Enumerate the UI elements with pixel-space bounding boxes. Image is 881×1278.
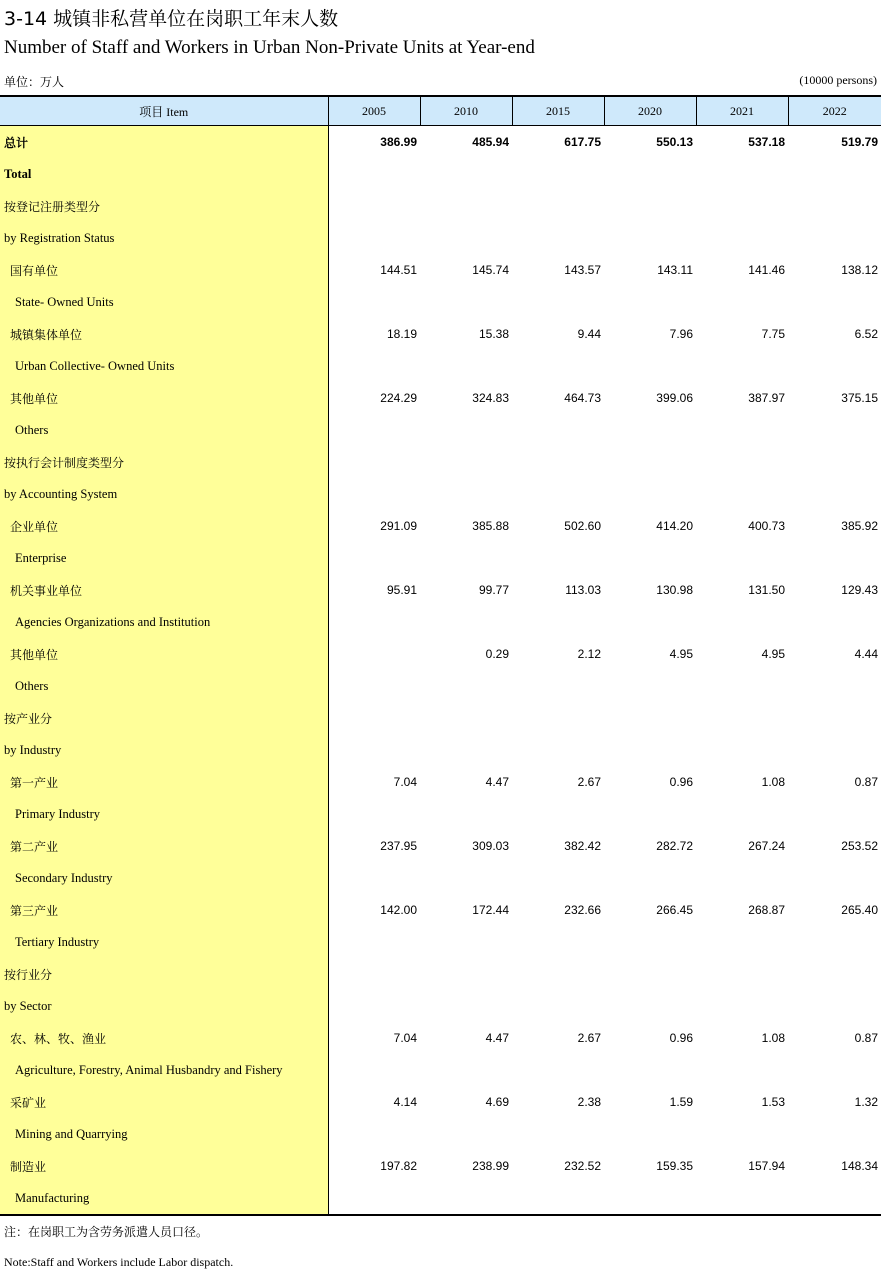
cell-value: 387.97 xyxy=(748,391,785,405)
cell-value: 1.08 xyxy=(761,1031,785,1045)
cell-value: 4.47 xyxy=(485,775,509,789)
cell-value: 7.04 xyxy=(393,1031,417,1045)
cell-value xyxy=(788,190,881,222)
cell-value xyxy=(420,734,512,766)
cell-value xyxy=(328,350,420,382)
cell-value xyxy=(420,862,512,894)
row-label: by Registration Status xyxy=(0,222,328,254)
cell-value: 4.14 xyxy=(393,1095,417,1109)
cell-value xyxy=(512,670,604,702)
cell-value: 375.15 xyxy=(841,391,878,405)
cell-value xyxy=(328,478,420,510)
row-label: 机关事业单位 xyxy=(0,574,328,606)
cell-value: 386.99 xyxy=(380,135,417,149)
cell-value: 144.51 xyxy=(380,263,417,277)
row-label: 采矿业 xyxy=(0,1086,328,1118)
table-row xyxy=(0,702,881,734)
table-row xyxy=(0,1182,881,1215)
note-zh: 注：在岗职工为含劳务派遣人员口径。 xyxy=(4,1225,209,1239)
cell-value xyxy=(696,1054,788,1086)
cell-value: 385.92 xyxy=(841,519,878,533)
cell-value: 519.79 xyxy=(841,135,878,149)
row-label: 按产业分 xyxy=(0,702,328,734)
cell-value xyxy=(512,286,604,318)
row-label: 企业单位 xyxy=(0,510,328,542)
cell-value: 0.96 xyxy=(669,1031,693,1045)
cell-value: 7.75 xyxy=(761,327,785,341)
cell-value xyxy=(420,670,512,702)
table-row xyxy=(0,926,881,958)
cell-value xyxy=(328,926,420,958)
cell-value: 99.77 xyxy=(478,583,509,597)
cell-value: 1.08 xyxy=(761,775,785,789)
cell-value xyxy=(788,862,881,894)
row-label: 国有单位 xyxy=(0,254,328,286)
cell-value xyxy=(788,286,881,318)
table-header-row xyxy=(0,96,881,126)
cell-value xyxy=(604,350,696,382)
cell-value: 266.45 xyxy=(656,903,693,917)
header-year-2005: 2005 xyxy=(328,96,420,126)
cell-value xyxy=(512,158,604,190)
cell-value xyxy=(696,158,788,190)
cell-value: 253.52 xyxy=(841,839,878,853)
cell-value: 15.38 xyxy=(478,327,509,341)
cell-value xyxy=(512,702,604,734)
row-label: Secondary Industry xyxy=(0,862,328,894)
cell-value xyxy=(328,190,420,222)
cell-value: 131.50 xyxy=(748,583,785,597)
cell-value xyxy=(328,446,420,478)
cell-value xyxy=(512,446,604,478)
cell-value xyxy=(512,798,604,830)
cell-value: 385.88 xyxy=(472,519,509,533)
cell-value: 400.73 xyxy=(748,519,785,533)
cell-value xyxy=(604,478,696,510)
cell-value xyxy=(512,350,604,382)
table-row xyxy=(0,446,881,478)
cell-value: 7.96 xyxy=(669,327,693,341)
data-table xyxy=(0,95,881,1216)
cell-value xyxy=(696,702,788,734)
row-label: Urban Collective- Owned Units xyxy=(0,350,328,382)
cell-value xyxy=(328,542,420,574)
cell-value: 2.67 xyxy=(577,775,601,789)
cell-value: 0.29 xyxy=(485,647,509,661)
cell-value xyxy=(696,798,788,830)
cell-value xyxy=(788,702,881,734)
cell-value xyxy=(512,1182,604,1215)
cell-value xyxy=(420,478,512,510)
cell-value xyxy=(604,1118,696,1150)
table-row xyxy=(0,510,881,542)
cell-value: 9.44 xyxy=(577,327,601,341)
cell-value: 268.87 xyxy=(748,903,785,917)
cell-value: 143.11 xyxy=(657,263,693,277)
table-row xyxy=(0,862,881,894)
cell-value xyxy=(604,446,696,478)
cell-value xyxy=(696,542,788,574)
cell-value xyxy=(420,158,512,190)
cell-value xyxy=(328,958,420,990)
table-row xyxy=(0,574,881,606)
cell-value xyxy=(512,222,604,254)
cell-value xyxy=(512,862,604,894)
cell-value xyxy=(512,958,604,990)
cell-value xyxy=(696,350,788,382)
cell-value: 142.00 xyxy=(380,903,417,917)
row-label: Enterprise xyxy=(0,542,328,574)
cell-value xyxy=(512,990,604,1022)
cell-value xyxy=(328,862,420,894)
cell-value xyxy=(696,606,788,638)
table-row xyxy=(0,830,881,862)
cell-value xyxy=(788,542,881,574)
cell-value: 1.53 xyxy=(761,1095,785,1109)
table-row xyxy=(0,1150,881,1182)
cell-value: 265.40 xyxy=(841,903,878,917)
cell-value xyxy=(788,1182,881,1215)
row-label: 城镇集体单位 xyxy=(0,318,328,350)
cell-value xyxy=(788,958,881,990)
cell-value xyxy=(512,190,604,222)
cell-value xyxy=(604,222,696,254)
cell-value xyxy=(604,1182,696,1215)
header-year-2010: 2010 xyxy=(420,96,512,126)
cell-value xyxy=(604,414,696,446)
cell-value xyxy=(696,478,788,510)
cell-value: 145.74 xyxy=(472,263,509,277)
table-row xyxy=(0,990,881,1022)
cell-value xyxy=(420,446,512,478)
table-row xyxy=(0,1118,881,1150)
row-label: Manufacturing xyxy=(0,1182,328,1215)
cell-value: 237.95 xyxy=(380,839,417,853)
header-year-2020: 2020 xyxy=(604,96,696,126)
cell-value xyxy=(788,670,881,702)
header-year-2021: 2021 xyxy=(696,96,788,126)
cell-value: 141.46 xyxy=(748,263,785,277)
table-row xyxy=(0,734,881,766)
cell-value xyxy=(788,990,881,1022)
row-label: 按执行会计制度类型分 xyxy=(0,446,328,478)
cell-value xyxy=(420,1054,512,1086)
note-en: Note:Staff and Workers include Labor dispatch. xyxy=(4,1255,234,1269)
cell-value: 148.34 xyxy=(841,1159,878,1173)
cell-value xyxy=(696,222,788,254)
cell-value: 4.95 xyxy=(669,647,693,661)
cell-value xyxy=(604,286,696,318)
cell-value xyxy=(512,1054,604,1086)
header-year-2022: 2022 xyxy=(788,96,881,126)
cell-value: 172.44 xyxy=(472,903,509,917)
cell-value xyxy=(512,414,604,446)
row-label: 按行业分 xyxy=(0,958,328,990)
cell-value: 7.04 xyxy=(393,775,417,789)
table-row xyxy=(0,1022,881,1054)
row-label: 农、林、牧、渔业 xyxy=(0,1022,328,1054)
cell-value xyxy=(788,798,881,830)
row-label: Others xyxy=(0,414,328,446)
cell-value xyxy=(420,350,512,382)
cell-value: 4.47 xyxy=(485,1031,509,1045)
cell-value xyxy=(696,1182,788,1215)
cell-value: 4.69 xyxy=(485,1095,509,1109)
table-row xyxy=(0,414,881,446)
row-label: Primary Industry xyxy=(0,798,328,830)
page-title-en: Number of Staff and Workers in Urban Non-Private Units at Year-end xyxy=(4,37,535,58)
cell-value: 159.35 xyxy=(656,1159,693,1173)
cell-value: 2.38 xyxy=(577,1095,601,1109)
cell-value: 0.87 xyxy=(854,775,878,789)
cell-value: 0.87 xyxy=(854,1031,878,1045)
row-label: by Sector xyxy=(0,990,328,1022)
cell-value xyxy=(788,350,881,382)
cell-value: 197.82 xyxy=(380,1159,417,1173)
cell-value xyxy=(420,542,512,574)
unit-label-en: (10000 persons) xyxy=(799,73,877,87)
row-label: by Accounting System xyxy=(0,478,328,510)
row-label: 其他单位 xyxy=(0,382,328,414)
cell-value xyxy=(788,478,881,510)
cell-value xyxy=(696,958,788,990)
row-label: 其他单位 xyxy=(0,638,328,670)
cell-value xyxy=(328,1054,420,1086)
table-row xyxy=(0,606,881,638)
cell-value xyxy=(420,222,512,254)
cell-value xyxy=(788,222,881,254)
row-label: Agriculture, Forestry, Animal Husbandry and Fishery xyxy=(0,1054,328,1086)
header-year-2015: 2015 xyxy=(512,96,604,126)
cell-value: 537.18 xyxy=(748,135,785,149)
row-label: 第二产业 xyxy=(0,830,328,862)
cell-value xyxy=(328,606,420,638)
cell-value: 324.83 xyxy=(472,391,509,405)
cell-value xyxy=(604,670,696,702)
cell-value: 485.94 xyxy=(472,135,509,149)
cell-value xyxy=(420,798,512,830)
cell-value: 4.44 xyxy=(854,647,878,661)
header-item: 项目 Item xyxy=(0,96,328,126)
table-row xyxy=(0,126,881,159)
row-label: 按登记注册类型分 xyxy=(0,190,328,222)
table-row xyxy=(0,222,881,254)
table-row xyxy=(0,798,881,830)
cell-value xyxy=(420,990,512,1022)
cell-value xyxy=(328,286,420,318)
cell-value xyxy=(696,862,788,894)
table-row xyxy=(0,254,881,286)
cell-value: 550.13 xyxy=(656,135,693,149)
cell-value xyxy=(420,606,512,638)
cell-value: 502.60 xyxy=(564,519,601,533)
cell-value: 309.03 xyxy=(472,839,509,853)
cell-value: 95.91 xyxy=(386,583,417,597)
cell-value: 1.59 xyxy=(669,1095,693,1109)
row-label: by Industry xyxy=(0,734,328,766)
cell-value xyxy=(696,286,788,318)
cell-value xyxy=(604,798,696,830)
cell-value: 232.52 xyxy=(564,1159,601,1173)
cell-value xyxy=(512,1118,604,1150)
table-row xyxy=(0,350,881,382)
table-row xyxy=(0,1054,881,1086)
cell-value xyxy=(512,734,604,766)
cell-value xyxy=(604,158,696,190)
cell-value xyxy=(604,862,696,894)
cell-value xyxy=(328,638,420,670)
cell-value xyxy=(788,1118,881,1150)
table-row xyxy=(0,638,881,670)
cell-value xyxy=(420,286,512,318)
cell-value: 2.67 xyxy=(577,1031,601,1045)
cell-value xyxy=(788,926,881,958)
cell-value: 282.72 xyxy=(656,839,693,853)
cell-value: 0.96 xyxy=(669,775,693,789)
cell-value: 4.95 xyxy=(761,647,785,661)
cell-value xyxy=(328,702,420,734)
row-label: 第一产业 xyxy=(0,766,328,798)
cell-value: 138.12 xyxy=(841,263,878,277)
cell-value xyxy=(604,542,696,574)
cell-value xyxy=(604,734,696,766)
cell-value xyxy=(696,190,788,222)
cell-value xyxy=(420,926,512,958)
cell-value xyxy=(696,414,788,446)
cell-value: 399.06 xyxy=(656,391,693,405)
table-row xyxy=(0,318,881,350)
cell-value: 414.20 xyxy=(656,519,693,533)
row-label: Mining and Quarrying xyxy=(0,1118,328,1150)
cell-value xyxy=(604,702,696,734)
cell-value xyxy=(328,798,420,830)
unit-label-zh: 单位：万人 xyxy=(4,75,65,89)
cell-value xyxy=(420,702,512,734)
cell-value: 382.42 xyxy=(564,839,601,853)
cell-value xyxy=(420,414,512,446)
table-body xyxy=(0,126,881,1216)
cell-value xyxy=(604,190,696,222)
cell-value xyxy=(696,926,788,958)
cell-value xyxy=(604,606,696,638)
cell-value xyxy=(328,990,420,1022)
table-row xyxy=(0,382,881,414)
cell-value xyxy=(328,414,420,446)
cell-value xyxy=(696,734,788,766)
cell-value xyxy=(788,158,881,190)
cell-value: 130.98 xyxy=(656,583,693,597)
table-row xyxy=(0,894,881,926)
table-row xyxy=(0,158,881,190)
row-label: Total xyxy=(0,158,328,190)
cell-value: 291.09 xyxy=(380,519,417,533)
cell-value xyxy=(328,158,420,190)
cell-value xyxy=(328,1182,420,1215)
cell-value: 224.29 xyxy=(380,391,417,405)
table-row xyxy=(0,766,881,798)
cell-value: 143.57 xyxy=(564,263,601,277)
cell-value: 6.52 xyxy=(854,327,878,341)
cell-value: 232.66 xyxy=(564,903,601,917)
cell-value xyxy=(788,606,881,638)
row-label: 第三产业 xyxy=(0,894,328,926)
cell-value xyxy=(328,222,420,254)
table-row xyxy=(0,190,881,222)
cell-value: 238.99 xyxy=(472,1159,509,1173)
cell-value xyxy=(420,1182,512,1215)
cell-value: 267.24 xyxy=(748,839,785,853)
cell-value xyxy=(512,606,604,638)
cell-value xyxy=(420,190,512,222)
table-row xyxy=(0,1086,881,1118)
cell-value: 464.73 xyxy=(564,391,601,405)
cell-value xyxy=(604,926,696,958)
table-row xyxy=(0,670,881,702)
cell-value xyxy=(788,446,881,478)
table-row xyxy=(0,958,881,990)
table-row xyxy=(0,286,881,318)
row-label: Others xyxy=(0,670,328,702)
cell-value xyxy=(696,990,788,1022)
cell-value xyxy=(696,670,788,702)
cell-value xyxy=(328,734,420,766)
table-row xyxy=(0,478,881,510)
cell-value: 2.12 xyxy=(577,647,601,661)
row-label: Agencies Organizations and Institution xyxy=(0,606,328,638)
cell-value xyxy=(512,542,604,574)
cell-value: 129.43 xyxy=(841,583,878,597)
cell-value xyxy=(696,446,788,478)
cell-value xyxy=(328,1118,420,1150)
cell-value xyxy=(604,958,696,990)
cell-value xyxy=(788,414,881,446)
page-title-zh: 3-14 城镇非私营单位在岗职工年末人数 xyxy=(4,8,339,30)
cell-value xyxy=(420,1118,512,1150)
row-label: State- Owned Units xyxy=(0,286,328,318)
cell-value xyxy=(328,670,420,702)
cell-value: 157.94 xyxy=(748,1159,785,1173)
cell-value: 18.19 xyxy=(386,327,417,341)
row-label: Tertiary Industry xyxy=(0,926,328,958)
cell-value xyxy=(604,1054,696,1086)
table-row xyxy=(0,542,881,574)
row-label: 制造业 xyxy=(0,1150,328,1182)
cell-value xyxy=(420,958,512,990)
cell-value: 1.32 xyxy=(854,1095,878,1109)
cell-value xyxy=(512,478,604,510)
cell-value: 113.03 xyxy=(565,583,601,597)
row-label: 总计 xyxy=(0,126,328,159)
cell-value xyxy=(604,990,696,1022)
cell-value: 617.75 xyxy=(564,135,601,149)
cell-value xyxy=(696,1118,788,1150)
cell-value xyxy=(512,926,604,958)
cell-value xyxy=(788,734,881,766)
cell-value xyxy=(788,1054,881,1086)
